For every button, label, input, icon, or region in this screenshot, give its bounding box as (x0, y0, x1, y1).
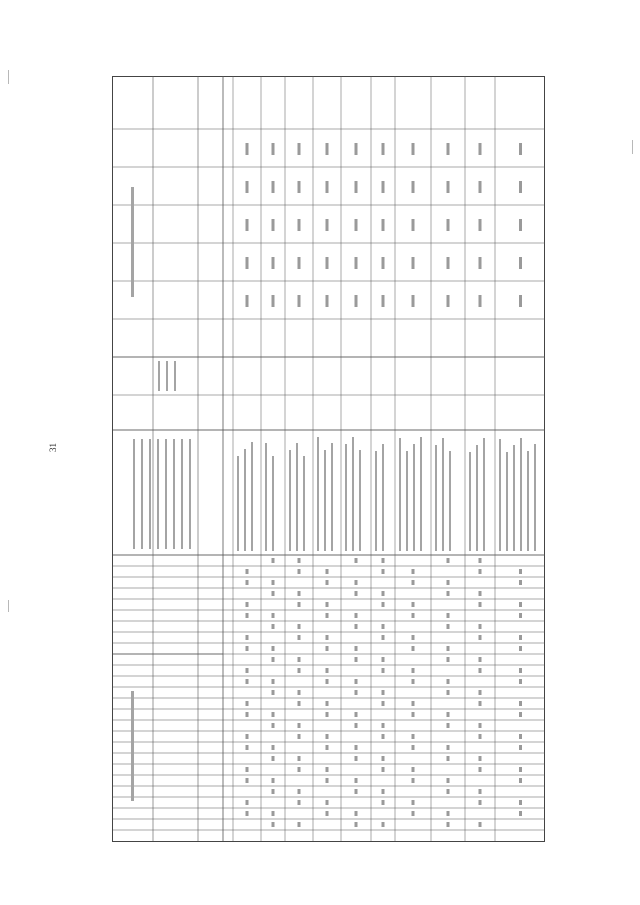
scan-code-glyph (326, 712, 329, 717)
scan-text-block (345, 444, 347, 551)
table-grid (113, 76, 545, 841)
scan-code-glyph (382, 701, 385, 706)
scan-code-glyph (355, 646, 358, 651)
scan-code-glyph (519, 800, 522, 805)
document-scan (112, 76, 545, 842)
scan-code-glyph (519, 701, 522, 706)
scan-code-glyph (272, 646, 275, 651)
scan-text-block (476, 445, 478, 551)
scan-value-glyph (519, 257, 522, 269)
scan-code-glyph (382, 624, 385, 629)
scan-text-block (469, 452, 471, 551)
scan-code-glyph (272, 745, 275, 750)
scan-code-glyph (479, 723, 482, 728)
scan-value-glyph (479, 219, 482, 231)
scan-text-block (296, 443, 298, 551)
scan-code-glyph (447, 624, 450, 629)
scan-edge-mark (8, 600, 9, 612)
scan-code-glyph (382, 591, 385, 596)
scan-code-glyph (298, 624, 301, 629)
scan-value-glyph (382, 143, 385, 155)
scan-code-glyph (447, 756, 450, 761)
scan-code-glyph (246, 767, 249, 772)
scan-value-glyph (412, 295, 415, 307)
scan-value-glyph (326, 295, 329, 307)
scan-code-glyph (326, 745, 329, 750)
scan-code-glyph (326, 734, 329, 739)
scan-code-glyph (382, 668, 385, 673)
scan-code-glyph (246, 646, 249, 651)
scan-code-glyph (479, 569, 482, 574)
scan-code-glyph (479, 624, 482, 629)
scan-code-glyph (412, 646, 415, 651)
scan-code-glyph (298, 800, 301, 805)
scan-code-glyph (447, 822, 450, 827)
scan-code-glyph (479, 822, 482, 827)
scan-code-glyph (246, 712, 249, 717)
scan-code-glyph (326, 646, 329, 651)
scan-value-glyph (519, 143, 522, 155)
scan-text-block (382, 444, 384, 551)
scan-code-glyph (519, 745, 522, 750)
scan-code-glyph (355, 558, 358, 563)
scan-code-glyph (479, 690, 482, 695)
scan-value-glyph (382, 219, 385, 231)
scan-code-glyph (412, 778, 415, 783)
scan-code-glyph (479, 558, 482, 563)
scan-code-glyph (326, 679, 329, 684)
scan-value-glyph (355, 295, 358, 307)
scan-text-block (173, 439, 175, 549)
scan-code-glyph (326, 602, 329, 607)
scan-code-glyph (298, 569, 301, 574)
scan-code-glyph (447, 789, 450, 794)
scan-code-glyph (412, 580, 415, 585)
scan-code-glyph (447, 745, 450, 750)
scan-text-block (265, 443, 267, 551)
scan-code-glyph (519, 646, 522, 651)
scan-code-glyph (355, 756, 358, 761)
scan-text-block (141, 439, 143, 549)
scan-code-glyph (272, 558, 275, 563)
scan-text-block (483, 438, 485, 551)
scan-value-glyph (355, 143, 358, 155)
scan-text-block (244, 449, 246, 551)
scan-code-glyph (355, 745, 358, 750)
scan-code-glyph (326, 635, 329, 640)
scan-code-glyph (447, 723, 450, 728)
scan-code-glyph (447, 778, 450, 783)
scan-code-glyph (479, 756, 482, 761)
scan-code-glyph (272, 756, 275, 761)
scan-code-glyph (246, 635, 249, 640)
scan-value-glyph (447, 219, 450, 231)
scan-code-glyph (298, 734, 301, 739)
scan-code-glyph (272, 679, 275, 684)
scan-value-glyph (272, 219, 275, 231)
scan-code-glyph (382, 822, 385, 827)
scan-code-glyph (355, 657, 358, 662)
scan-code-glyph (298, 558, 301, 563)
scan-value-glyph (479, 181, 482, 193)
scan-value-glyph (246, 181, 249, 193)
scan-code-glyph (412, 679, 415, 684)
scan-code-glyph (355, 624, 358, 629)
scan-value-glyph (298, 143, 301, 155)
scan-text-block (413, 444, 415, 551)
scan-value-glyph (382, 295, 385, 307)
scan-code-glyph (272, 789, 275, 794)
scan-text-block (534, 444, 536, 551)
scan-value-glyph (447, 181, 450, 193)
scan-code-glyph (382, 723, 385, 728)
scan-text-block (189, 439, 191, 549)
scan-value-glyph (272, 295, 275, 307)
scan-code-glyph (298, 767, 301, 772)
scan-code-glyph (447, 591, 450, 596)
scan-value-glyph (246, 143, 249, 155)
scan-code-glyph (246, 580, 249, 585)
scan-code-glyph (355, 591, 358, 596)
scan-value-glyph (246, 257, 249, 269)
page-number: 31 (48, 443, 58, 452)
scan-text-block (449, 451, 451, 551)
scan-code-glyph (246, 602, 249, 607)
scan-code-glyph (355, 580, 358, 585)
scan-code-glyph (298, 602, 301, 607)
scan-text-block (527, 451, 529, 551)
scan-text-block (317, 437, 319, 551)
scan-code-glyph (272, 712, 275, 717)
scan-value-glyph (479, 257, 482, 269)
scan-text-block (442, 438, 444, 551)
scan-code-glyph (479, 668, 482, 673)
scan-code-glyph (326, 767, 329, 772)
scan-code-glyph (246, 734, 249, 739)
scan-code-glyph (447, 646, 450, 651)
scan-value-glyph (298, 219, 301, 231)
scan-value-glyph (246, 219, 249, 231)
scan-code-glyph (447, 657, 450, 662)
scan-text-block (251, 442, 253, 551)
scan-code-glyph (272, 778, 275, 783)
scan-text-block (158, 361, 160, 391)
scan-code-glyph (382, 635, 385, 640)
scan-code-glyph (326, 668, 329, 673)
scan-code-glyph (355, 822, 358, 827)
scan-code-glyph (382, 690, 385, 695)
scan-value-glyph (326, 143, 329, 155)
scan-code-glyph (246, 800, 249, 805)
scan-code-glyph (519, 778, 522, 783)
scan-code-glyph (447, 690, 450, 695)
scan-code-glyph (355, 712, 358, 717)
scan-code-glyph (272, 613, 275, 618)
scan-code-glyph (382, 602, 385, 607)
scan-text-block (181, 439, 183, 549)
scan-code-glyph (447, 580, 450, 585)
scan-code-glyph (298, 668, 301, 673)
scan-text-block (237, 456, 239, 551)
scan-text-block (352, 437, 354, 551)
scan-text-block (359, 450, 361, 551)
scan-code-glyph (246, 701, 249, 706)
scan-value-glyph (519, 181, 522, 193)
scan-code-glyph (519, 734, 522, 739)
scan-code-glyph (382, 789, 385, 794)
scan-code-glyph (412, 569, 415, 574)
scan-value-glyph (519, 295, 522, 307)
scan-code-glyph (447, 613, 450, 618)
scan-code-glyph (355, 811, 358, 816)
scan-code-glyph (519, 679, 522, 684)
scan-code-glyph (272, 580, 275, 585)
scan-code-glyph (246, 668, 249, 673)
scan-code-glyph (246, 613, 249, 618)
scan-code-glyph (479, 701, 482, 706)
scan-value-glyph (326, 257, 329, 269)
scan-value-glyph (355, 181, 358, 193)
scan-text-block (499, 439, 501, 551)
scan-text-block (131, 187, 134, 297)
scan-text-block (513, 445, 515, 551)
scan-value-glyph (412, 143, 415, 155)
scan-code-glyph (479, 657, 482, 662)
scan-code-glyph (412, 811, 415, 816)
scan-code-glyph (298, 591, 301, 596)
scan-value-glyph (382, 257, 385, 269)
scan-code-glyph (519, 811, 522, 816)
scan-code-glyph (479, 591, 482, 596)
scan-text-block (174, 361, 176, 391)
scan-code-glyph (272, 723, 275, 728)
scan-code-glyph (447, 811, 450, 816)
scan-code-glyph (246, 745, 249, 750)
scan-value-glyph (382, 181, 385, 193)
scan-code-glyph (298, 723, 301, 728)
scan-code-glyph (519, 569, 522, 574)
scan-code-glyph (447, 679, 450, 684)
scan-value-glyph (412, 219, 415, 231)
scan-code-glyph (382, 569, 385, 574)
scan-code-glyph (326, 613, 329, 618)
scan-code-glyph (519, 712, 522, 717)
scan-code-glyph (412, 701, 415, 706)
scan-code-glyph (412, 613, 415, 618)
scan-value-glyph (272, 181, 275, 193)
scan-code-glyph (326, 701, 329, 706)
scan-code-glyph (298, 756, 301, 761)
scan-code-glyph (355, 778, 358, 783)
scan-code-glyph (382, 558, 385, 563)
scan-text-block (149, 439, 151, 549)
scan-code-glyph (519, 580, 522, 585)
scan-code-glyph (519, 767, 522, 772)
scan-code-glyph (382, 800, 385, 805)
scan-text-block (420, 437, 422, 551)
scan-code-glyph (412, 635, 415, 640)
scan-value-glyph (479, 143, 482, 155)
scan-code-glyph (246, 569, 249, 574)
scan-text-block (375, 451, 377, 551)
scan-value-glyph (298, 295, 301, 307)
scan-value-glyph (326, 219, 329, 231)
scan-text-block (324, 450, 326, 551)
scan-code-glyph (272, 657, 275, 662)
scan-code-glyph (246, 778, 249, 783)
scan-value-glyph (298, 181, 301, 193)
scan-text-block (506, 452, 508, 551)
scan-code-glyph (479, 800, 482, 805)
scan-code-glyph (412, 712, 415, 717)
scan-code-glyph (298, 701, 301, 706)
scan-value-glyph (326, 181, 329, 193)
scan-value-glyph (272, 257, 275, 269)
scan-code-glyph (447, 712, 450, 717)
scan-code-glyph (412, 745, 415, 750)
scan-edge-mark (632, 140, 633, 154)
scan-text-block (166, 361, 168, 391)
scan-code-glyph (272, 624, 275, 629)
scan-text-block (157, 439, 159, 549)
scan-value-glyph (355, 219, 358, 231)
scan-code-glyph (298, 657, 301, 662)
scan-value-glyph (479, 295, 482, 307)
scan-code-glyph (272, 690, 275, 695)
scan-value-glyph (355, 257, 358, 269)
scan-value-glyph (447, 143, 450, 155)
scan-code-glyph (272, 811, 275, 816)
scan-code-glyph (412, 800, 415, 805)
scan-code-glyph (479, 734, 482, 739)
scan-value-glyph (519, 219, 522, 231)
scan-value-glyph (447, 257, 450, 269)
program-table (112, 76, 545, 842)
scan-text-block (399, 438, 401, 551)
scan-code-glyph (355, 789, 358, 794)
scan-text-block (406, 451, 408, 551)
scan-code-glyph (272, 591, 275, 596)
scan-code-glyph (479, 602, 482, 607)
scan-code-glyph (272, 822, 275, 827)
scan-code-glyph (355, 690, 358, 695)
scan-code-glyph (326, 778, 329, 783)
scan-code-glyph (326, 800, 329, 805)
scan-code-glyph (412, 602, 415, 607)
scan-code-glyph (382, 657, 385, 662)
scan-code-glyph (479, 635, 482, 640)
scan-text-block (289, 450, 291, 551)
scan-text-block (435, 445, 437, 551)
scan-value-glyph (246, 295, 249, 307)
scan-text-block (131, 691, 134, 801)
scan-code-glyph (479, 767, 482, 772)
scan-code-glyph (519, 602, 522, 607)
scan-text-block (272, 456, 274, 551)
scan-edge-mark (8, 70, 9, 84)
scan-code-glyph (355, 723, 358, 728)
scan-code-glyph (412, 668, 415, 673)
scan-code-glyph (479, 789, 482, 794)
scan-code-glyph (382, 734, 385, 739)
scan-code-glyph (298, 789, 301, 794)
scan-code-glyph (326, 569, 329, 574)
scan-value-glyph (272, 143, 275, 155)
scan-text-block (165, 439, 167, 549)
scan-code-glyph (298, 822, 301, 827)
scan-code-glyph (519, 668, 522, 673)
scan-text-block (133, 439, 135, 549)
scan-text-block (520, 438, 522, 551)
scan-value-glyph (447, 295, 450, 307)
scan-text-block (303, 456, 305, 551)
scan-code-glyph (412, 734, 415, 739)
scan-code-glyph (326, 811, 329, 816)
scan-value-glyph (412, 181, 415, 193)
scan-code-glyph (519, 613, 522, 618)
scan-code-glyph (382, 756, 385, 761)
scan-code-glyph (326, 580, 329, 585)
scan-code-glyph (447, 558, 450, 563)
scan-code-glyph (355, 679, 358, 684)
scan-code-glyph (519, 635, 522, 640)
scan-code-glyph (382, 767, 385, 772)
scan-code-glyph (246, 811, 249, 816)
scan-text-block (331, 443, 333, 551)
scan-code-glyph (298, 690, 301, 695)
scan-value-glyph (412, 257, 415, 269)
scan-code-glyph (298, 635, 301, 640)
scan-code-glyph (246, 679, 249, 684)
scan-value-glyph (298, 257, 301, 269)
scan-code-glyph (412, 767, 415, 772)
scan-code-glyph (355, 613, 358, 618)
